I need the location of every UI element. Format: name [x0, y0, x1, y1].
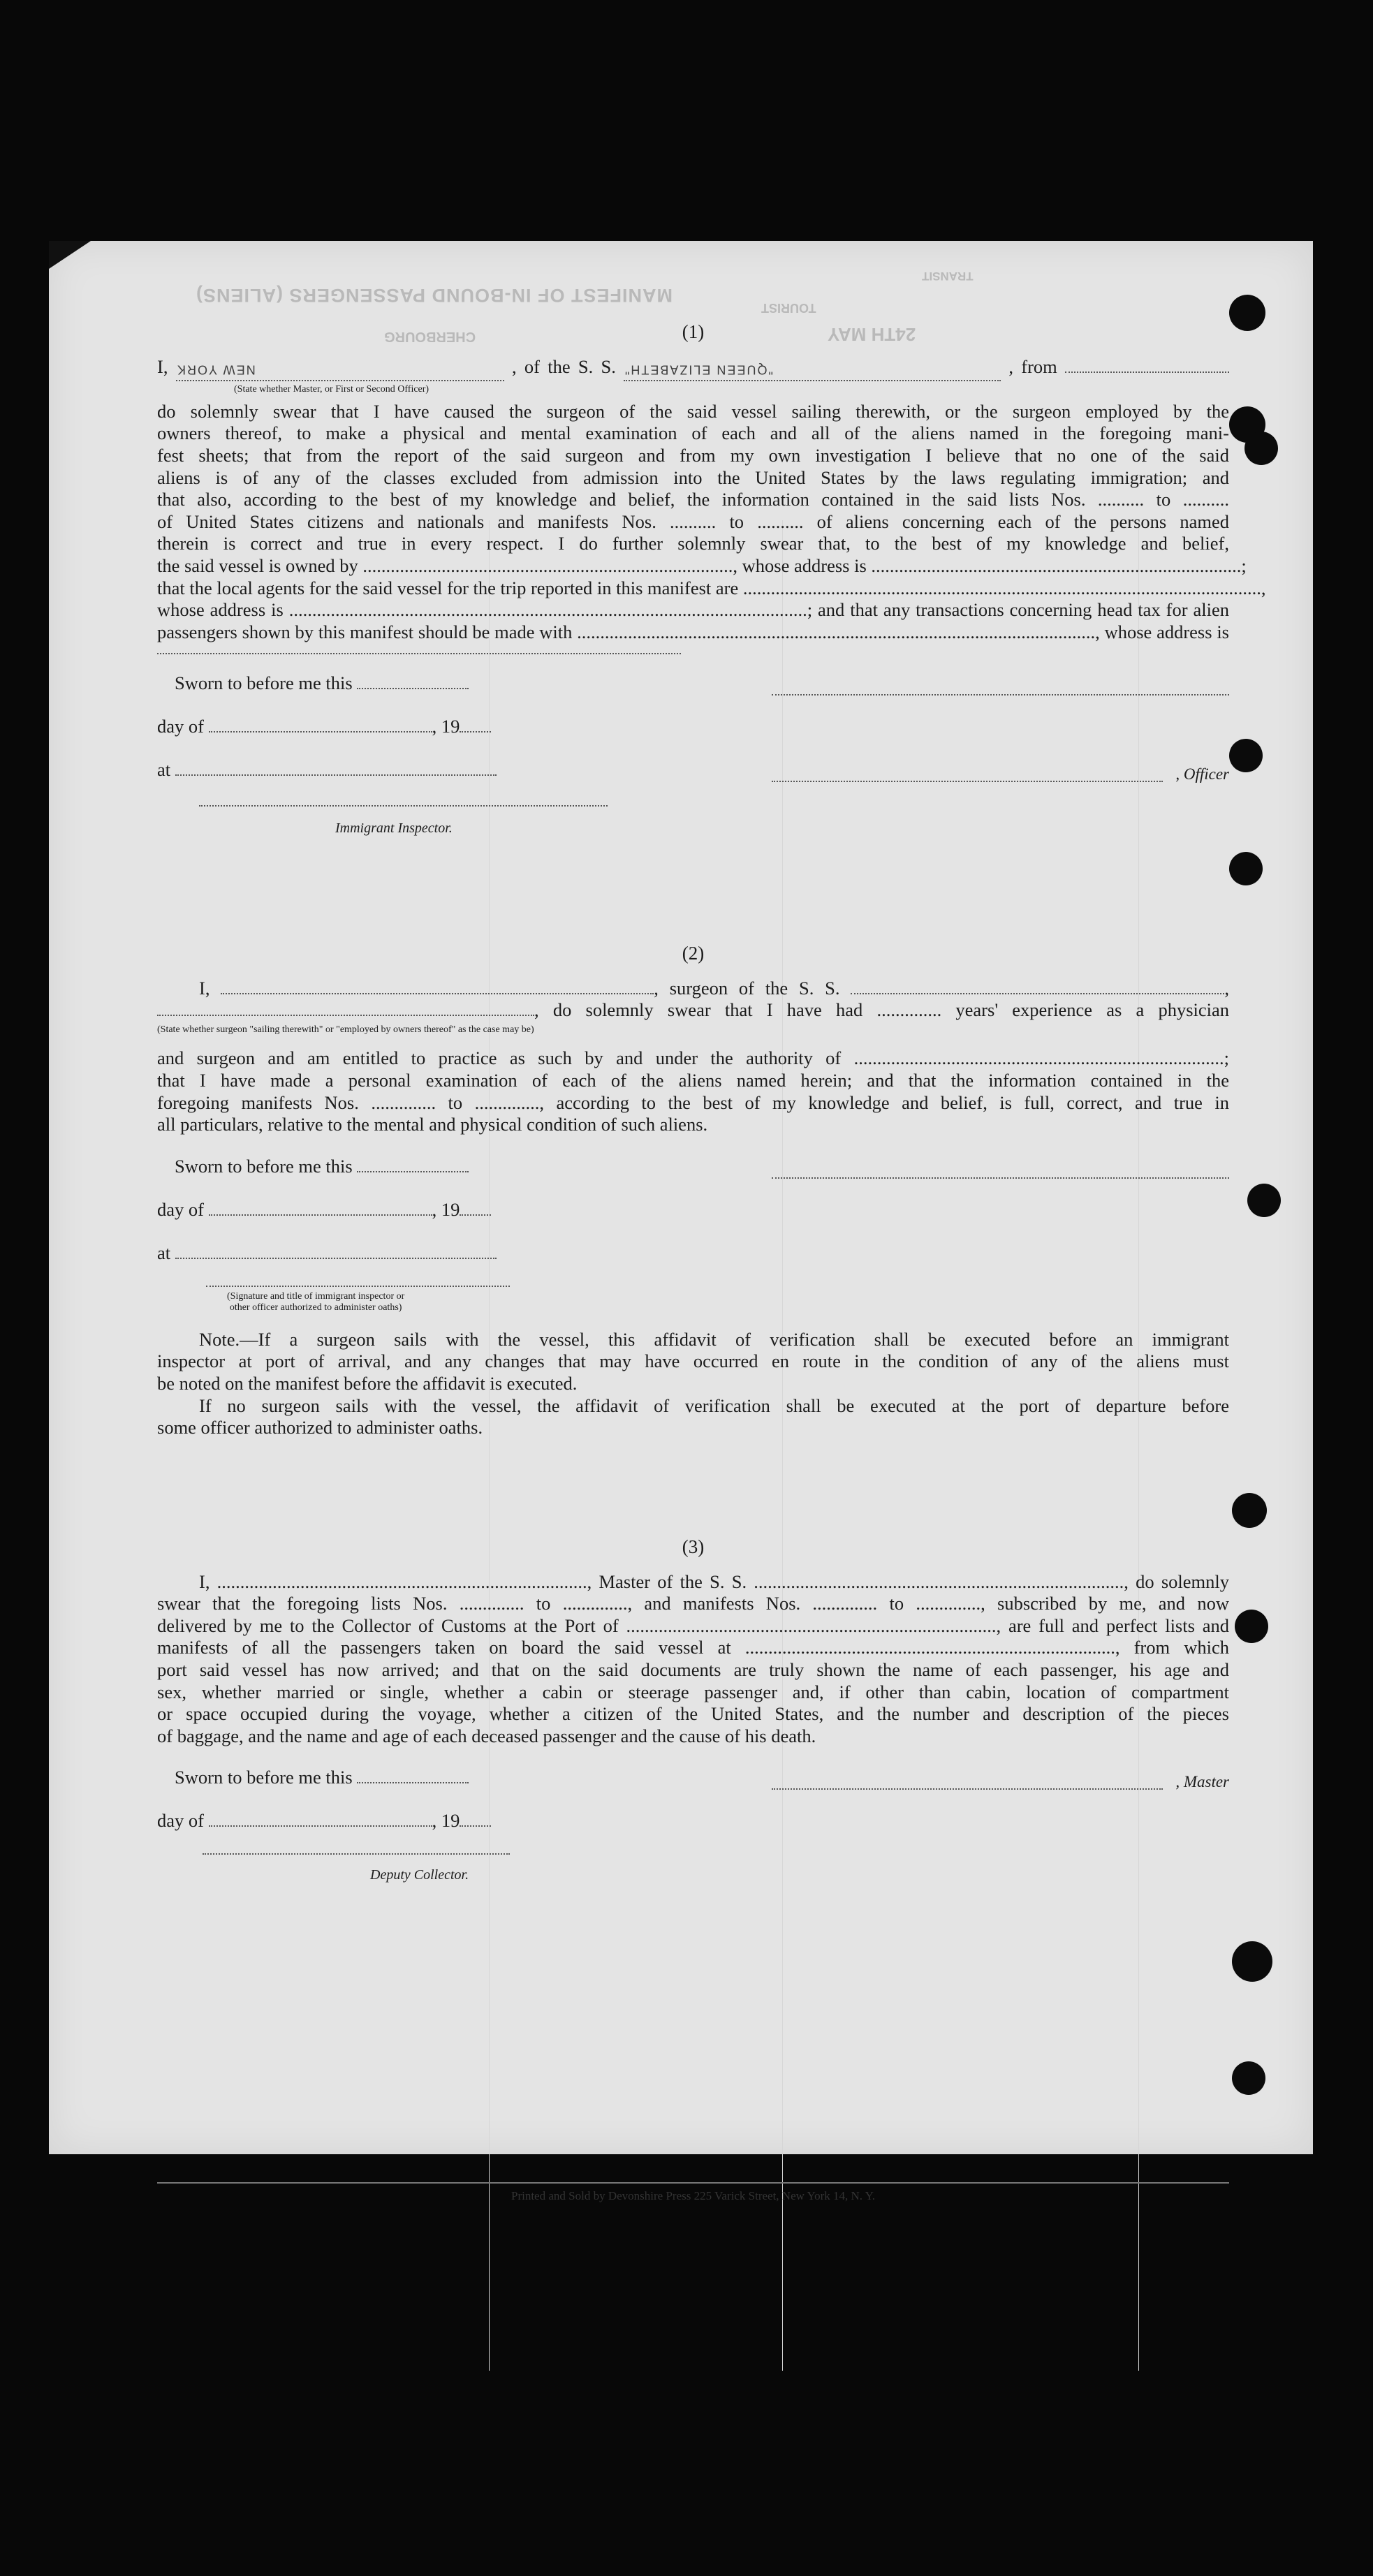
signature-line — [772, 1156, 1229, 1179]
sworn-row: Sworn to before me this — [157, 672, 1229, 716]
affidavit-collector — [157, 1536, 1229, 1895]
oath-text-line: fest sheets; that from the report of the said surgeon and from my own investigation I believe that no one of the said — [157, 444, 1229, 466]
oath-text-line: that the local agents for the said vessel for the trip reported in this manifest are ................................................................................................................, — [157, 577, 1266, 598]
punch-hole — [1232, 1941, 1272, 1982]
oath-text-line: therein is correct and true in every respect. I do further solemnly swear that, to the best of my knowledge and belief, — [157, 533, 1229, 554]
bleed-through-port: CHERBOURG — [384, 329, 476, 344]
surgeon-text-line: and surgeon and am entitled to practice as such by and under the authority of ................................................................................; — [157, 1047, 1229, 1069]
sworn-row: Sworn to before me this , Master — [157, 1767, 1229, 1810]
affidavit-surgeon — [157, 943, 1229, 1439]
punch-hole — [1229, 852, 1263, 885]
punch-hole — [1232, 2061, 1265, 2095]
affidavit-master — [157, 321, 1266, 844]
master-label: , Master — [1175, 1773, 1229, 1791]
punch-hole — [1235, 1610, 1268, 1643]
oath-first-line: I, NEW YORK , of the S. S. "QUEEN ELIZABETH" , from — [157, 356, 1229, 382]
surgeon-text-line: foregoing manifests Nos. .............. to .............., according to the best of my knowledge and belief, is full, correct, and true in — [157, 1091, 1229, 1113]
sworn-row: Sworn to before me this — [157, 1156, 1229, 1199]
at-row: at , Officer — [157, 759, 1229, 802]
deputy-signature-line — [203, 1853, 510, 1855]
bleed-through-transit: TRANSIT — [922, 270, 974, 283]
punch-hole — [1247, 1184, 1281, 1217]
section-number: (3) — [682, 1536, 705, 1557]
day-row: day of , 19 — [157, 716, 1229, 759]
folded-corner — [49, 241, 91, 269]
day-row: day of , 19 — [157, 1810, 1229, 1853]
signature-caption: (Signature and title of immigrant inspector or other officer authorized to administer oaths) — [227, 1290, 405, 1313]
surgeon-text-line: all particulars, relative to the mental and physical condition of such aliens. — [157, 1114, 708, 1135]
ship-name-field: "QUEEN ELIZABETH" — [624, 356, 1001, 382]
oath-text-line: passengers shown by this manifest should be made with ................................................................................................................, whose address is — [157, 621, 1229, 642]
collector-text-line: or space occupied during the voyage, whether a citizen of the United States, and the number and description of the pieces — [157, 1703, 1229, 1725]
signature-line — [772, 672, 1229, 695]
day-row: day of , 19 — [157, 1199, 1229, 1242]
surgeon-second-line: , do solemnly swear that I have had .............. years' experience as a physician — [157, 999, 1229, 1022]
section-number: (2) — [682, 943, 705, 964]
inspector-signature-line — [199, 805, 608, 807]
printer-imprint: Printed and Sold by Devonshire Press 225 Varick Street, New York 14, N. Y. — [157, 2182, 1229, 2203]
manifest-page — [49, 241, 1313, 2202]
oath-text-line: do solemnly swear that I have caused the surgeon of the said vessel sailing therewith, or the surgeon employed by the — [157, 400, 1229, 422]
collector-text-line: I, ................................................................................, Master of the S. S. ................................................................................, do solemnly — [199, 1570, 1229, 1592]
bleed-through-date: 24TH MAY — [828, 324, 916, 345]
at-row: at — [157, 1242, 1229, 1286]
officer-signature-line — [206, 1286, 510, 1287]
bleed-through-class: TOURIST — [761, 301, 816, 315]
from-port-field — [1065, 371, 1229, 373]
master-name-field: NEW YORK — [176, 356, 504, 382]
oath-text-line: that also, according to the best of my knowledge and belief, the information contained in the said lists Nos. .......... to .......... — [157, 489, 1229, 510]
master-signature-line — [772, 1767, 1163, 1790]
oath-text-line: the said vessel is owned by ................................................................................, whose address is ................................................................................; — [157, 554, 1247, 576]
punch-hole — [1229, 295, 1265, 331]
note-block: Note.—If a surgeon sails with the vessel, this affidavit of verification shall be executed before an immigrant inspector at port of arrival, and any changes that may have occurred en route in the condition of any of the aliens must be noted on the manifest before the affidavit is executed. If no surgeon sails with the vessel, the affidavit of verification shall be executed at the port of departure before some officer authorized to administer oaths. — [157, 1328, 1229, 1438]
surgeon-note: (State whether surgeon "sailing therewith" or "employed by owners thereof" as the case may be) — [157, 1024, 534, 1035]
punch-hole — [1232, 1493, 1267, 1528]
collector-text-line: port said vessel has now arrived; and that on the said documents are truly shown the name of each passenger, his age and — [157, 1658, 1229, 1680]
officer-signature-line — [772, 759, 1163, 782]
collector-text-line: delivered by me to the Collector of Customs at the Port of ................................................................................, are full and perfect lists and — [157, 1614, 1229, 1636]
role-note: (State whether Master, or First or Second Officer) — [234, 384, 429, 395]
oath-text-line: aliens is of any of the classes excluded from admission into the United States by the laws regulating immigration; and — [157, 466, 1229, 488]
collector-text-line: manifests of all the passengers taken on board the said vessel at ................................................................................, from which — [157, 1637, 1229, 1658]
punch-hole — [1229, 739, 1263, 772]
section-number: (1) — [682, 321, 705, 342]
deputy-caption: Deputy Collector. — [370, 1867, 469, 1883]
punch-hole — [1244, 432, 1278, 465]
surgeon-text-line: that I have made a personal examination of each of the aliens named herein; and that the information contained in the — [157, 1069, 1229, 1091]
oath-text-line: whose address is ................................................................................................................; and that any transactions concerning head tax for alien — [157, 599, 1229, 621]
collector-text-line: sex, whether married or single, whether a cabin or steerage passenger and, if other than cabin, location of compartment — [157, 1681, 1229, 1702]
inspector-caption: Immigrant Inspector. — [335, 820, 453, 837]
address-continuation-line — [157, 643, 681, 654]
officer-label: , Officer — [1175, 765, 1229, 783]
bleed-through-title: MANIFEST OF IN-BOUND PASSENGERS (ALIENS) — [196, 285, 673, 306]
collector-text-line: of baggage, and the name and age of each deceased passenger and the cause of his death. — [157, 1725, 816, 1746]
collector-text-line: swear that the foregoing lists Nos. .............. to .............., and manifests Nos. .............. to .............., subscribed by me, and now — [157, 1593, 1229, 1614]
oath-text-line: of United States citizens and nationals and manifests Nos. .......... to .......... of aliens concerning each of the persons named — [157, 510, 1229, 532]
surgeon-first-line: I, , surgeon of the S. S. , — [199, 977, 1229, 999]
oath-text-line: owners thereof, to make a physical and mental examination of each and all of the aliens named in the foregoing mani- — [157, 422, 1229, 444]
